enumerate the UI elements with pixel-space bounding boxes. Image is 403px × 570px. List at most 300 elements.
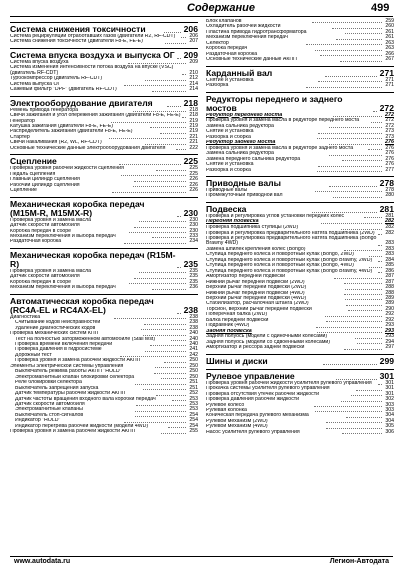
leader-dots	[109, 138, 187, 139]
toc-entry-page: 250	[189, 357, 198, 364]
toc-entry	[10, 188, 198, 193]
leader-dots	[306, 87, 382, 88]
toc-entry-page: 255	[189, 428, 198, 435]
toc-entry-page: 209	[183, 49, 198, 60]
toc-entry-title: Диагностика	[10, 314, 41, 320]
leader-dots	[341, 229, 383, 230]
toc-entry-title: Электромагнитные клапаны	[15, 407, 83, 413]
toc-entry-title: Снятие и установка	[206, 162, 254, 168]
leader-dots	[312, 22, 382, 23]
toc-entry-title: Ступица переднего колеса и поворотный кулак (Bongo Brawny, 2WD)	[206, 257, 373, 263]
toc-entry-page: 301	[379, 370, 394, 381]
toc-entry-page: 238	[189, 313, 199, 320]
toc-entry	[206, 430, 394, 435]
leader-dots	[135, 384, 187, 385]
toc-entry-title: Проверка уровня и замена рабочей жидкости АКПП	[15, 358, 141, 364]
toc-entry-page: 287	[385, 273, 394, 280]
toc-entry-title: Верхний рычаг передней подвески (2WD)	[206, 285, 307, 291]
toc-entry-page: 240	[189, 330, 199, 337]
leader-dots	[145, 351, 187, 352]
toc-entry-page: 261	[385, 34, 395, 41]
toc-entry-title: Раздаточная коробка	[206, 51, 258, 57]
toc-entry-title: Задняя полуось (модели с одиночными колесами)	[206, 334, 328, 340]
toc-entry-page: 277	[385, 166, 394, 173]
toc-entry-title: Шины и диски	[206, 356, 268, 366]
toc-entry-page: 287	[385, 278, 394, 285]
toc-entry-page: 230	[189, 222, 198, 229]
leader-dots	[351, 395, 382, 396]
leader-dots	[317, 138, 382, 139]
toc-right-column	[206, 19, 394, 435]
toc-entry-title: Разборка	[206, 83, 229, 89]
leader-dots	[177, 216, 181, 217]
toc-entry-page: 286	[385, 267, 395, 274]
toc-section	[10, 197, 198, 218]
leader-dots	[177, 267, 181, 268]
toc-entry-page: 261	[385, 28, 395, 35]
leader-dots	[155, 367, 186, 368]
toc-entry-title: Замена сальника редуктора	[206, 123, 274, 129]
leader-dots	[164, 362, 186, 363]
leader-dots	[134, 278, 187, 279]
toc-entry-page: 254	[189, 411, 198, 418]
toc-entry-page: 235	[189, 273, 198, 280]
leader-dots	[143, 335, 187, 336]
leader-dots	[124, 422, 187, 423]
toc-entry-page: 238	[183, 304, 198, 315]
leader-dots	[317, 332, 382, 333]
toc-entry-title: Сцепление	[10, 188, 37, 194]
leader-dots	[182, 117, 186, 118]
toc-entry-page: 207	[189, 38, 198, 45]
toc-entry-title: Проверка давления рабочей жидкости	[206, 397, 300, 403]
toc-entry-title: Коробка передач в сборе	[10, 228, 72, 234]
toc-entry-page: 219	[189, 117, 198, 124]
leader-dots	[348, 310, 383, 311]
leader-dots	[165, 43, 186, 44]
toc-entry-title: Нижний рычаг передней подвески (4WD)	[206, 290, 305, 296]
toc-entry-title: Свечи накаливания (R2, WL, RF-CDT)	[10, 140, 102, 146]
leader-dots	[161, 378, 187, 379]
leader-dots	[329, 127, 383, 128]
toc-entry-title: Сажевый фильтр "DPF" (двигатель RF-CDT)	[10, 87, 117, 93]
toc-entry-page: 283	[385, 245, 394, 252]
toc-entry-page: 221	[189, 133, 198, 140]
toc-entry-title: Разборка и сборка	[206, 167, 251, 173]
leader-dots	[129, 283, 186, 284]
leader-dots	[326, 321, 382, 322]
leader-dots	[135, 411, 186, 412]
toc-entry-page: 225	[189, 170, 198, 177]
toc-entry-page: 276	[385, 144, 395, 151]
footer-website: www.autodata.ru	[14, 558, 71, 565]
toc-entry-title: Проверка и регулировка углов установки передних колес	[206, 213, 345, 219]
toc-section	[206, 369, 394, 381]
leader-dots	[341, 401, 382, 402]
toc-entry-page: 293	[385, 327, 395, 334]
toc-entry-page: 282	[385, 229, 394, 236]
toc-entry-page: 230	[189, 227, 199, 234]
leader-dots	[325, 76, 377, 77]
toc-entry-title: Система впуска воздуха и выпуска ОГ	[10, 50, 175, 60]
toc-entry-page: 282	[385, 218, 395, 225]
leader-dots	[136, 405, 186, 406]
toc-entry-title: Датчик температуры рабочей жидкости АКПП	[15, 391, 126, 397]
toc-entry-title: Распределитель зажигания (двигатели F8-E, FE-E)	[10, 129, 133, 135]
leader-dots	[152, 289, 187, 290]
leader-dots	[340, 61, 382, 62]
toc-entry-title: Стартер	[10, 134, 30, 140]
toc-entry	[206, 83, 394, 88]
leader-dots	[329, 144, 382, 145]
toc-entry-page: 206	[189, 33, 199, 40]
toc-entry-page: 280	[385, 192, 394, 199]
toc-entry-page: 226	[189, 181, 198, 188]
toc-entry-title: Проверка уровня и замена масла	[10, 217, 92, 223]
toc-entry-title: Снятие и установка	[206, 129, 254, 135]
toc-entry-title: Механическая коробка передач (M15M-R, M15MX-R)	[10, 199, 145, 218]
toc-section	[10, 294, 198, 315]
toc-entry-page: 250	[189, 368, 198, 375]
toc-entry-title: Передняя подвеска	[206, 219, 259, 225]
toc-entry-title: Рулевой механизм (2WD)	[206, 418, 268, 424]
toc-entry-page: 271	[385, 76, 394, 83]
leader-dots	[336, 379, 377, 380]
toc-entry-title: Редукторы переднего и заднего мостов	[206, 94, 343, 113]
toc-entry-page: 306	[385, 428, 395, 435]
toc-entry-title: Датчик скорости автомобиля	[15, 402, 85, 407]
leader-dots	[378, 384, 383, 385]
leader-dots	[167, 106, 180, 107]
toc-entry-page: 253	[189, 406, 198, 413]
leader-dots	[150, 345, 187, 346]
toc-entry-title: Генератор	[10, 118, 35, 124]
toc-entry-title: Проверка уровня и замена масла в редукторе переднего моста	[206, 118, 360, 124]
leader-dots	[323, 364, 377, 365]
leader-dots	[344, 250, 382, 251]
toc-entry-title: Механизм переключения и выбора передач	[10, 285, 116, 291]
toc-entry-title: Замена сальника редуктора	[206, 151, 274, 157]
toc-entry-title: Ремень привода генератора	[10, 107, 79, 113]
toc-section	[206, 176, 394, 188]
toc-entry-page: 272	[379, 102, 394, 113]
leader-dots	[334, 278, 382, 279]
toc-entry-page: 212	[189, 75, 199, 82]
toc-entry-title: Проверка и регулировка предварительного натяга подшипника (Bongo Brawny 4WD)	[206, 235, 377, 247]
toc-entry-title: Система изменения интенсивности потока воздуха на впуске (VSC) (двигатель RF-CDT)	[10, 65, 174, 76]
toc-entry-title: Задняя полуось (модели со сдвоенными колесами)	[206, 339, 331, 345]
toc-entry-page: 251	[189, 384, 199, 391]
leader-dots	[316, 327, 382, 328]
leader-dots	[321, 223, 382, 224]
leader-dots	[344, 294, 382, 295]
toc-entry-title: Рабочий цилиндр сцепления	[10, 182, 80, 188]
toc-entry-title: Проверка отсутствия утечек рабочей жидкости	[206, 391, 319, 397]
toc-entry-title: Электромагнитный клапан блокировки селектора	[15, 374, 135, 380]
leader-dots	[345, 289, 383, 290]
toc-entry	[206, 168, 394, 173]
leader-dots	[336, 39, 383, 40]
toc-entry-page: 293	[385, 322, 395, 329]
toc-entry-title: Подвеска	[206, 204, 247, 214]
toc-entry-page: 230	[189, 216, 198, 223]
toc-entry-title: Проверка подшипника ступицы (2WD)	[206, 225, 299, 231]
toc-entry-title: Выключатель стоп-сигналов	[15, 412, 84, 418]
leader-dots	[369, 267, 383, 268]
toc-entry	[10, 429, 198, 434]
leader-dots	[329, 155, 383, 156]
toc-entry-title: Основные технические данные АКПП	[206, 57, 297, 63]
toc-entry-title: Сцепление	[10, 157, 57, 167]
toc-entry-page: 263	[385, 39, 395, 46]
leader-dots	[139, 221, 186, 222]
toc-section	[206, 202, 394, 214]
toc-entry-page: 288	[385, 289, 394, 296]
toc-entry	[10, 65, 198, 76]
toc-entry-page: 209	[189, 58, 199, 65]
toc-section	[10, 96, 198, 108]
leader-dots	[124, 85, 187, 86]
toc-entry-page: 301	[385, 379, 395, 386]
leader-dots	[150, 127, 186, 128]
toc-entry-page: 263	[385, 45, 394, 52]
toc-entry-page: 238	[189, 319, 199, 326]
toc-entry-title: Индикатор "HOLD"	[15, 418, 61, 424]
toc-entry-page: 273	[385, 133, 394, 140]
toc-entry-page: 254	[189, 422, 199, 429]
leader-dots	[342, 433, 383, 434]
leader-dots	[332, 28, 382, 29]
leader-dots	[315, 191, 382, 192]
toc-entry-title: Реле блокировки селектора	[15, 380, 82, 386]
toc-entry-page: 226	[189, 176, 199, 183]
toc-section	[206, 66, 394, 78]
toc-entry-title: Катушка зажигания (двигатели F8-E, FE-E)	[10, 124, 114, 130]
leader-dots	[371, 122, 382, 123]
toc-entry-page: 290	[385, 305, 394, 312]
toc-entry-title: Подрамник (4WD)	[206, 323, 250, 329]
footer-publisher: Легион-Автодата	[329, 558, 389, 565]
toc-entry-title: Охладитель рабочей жидкости	[206, 24, 281, 30]
toc-entry-page: 301	[385, 390, 395, 397]
toc-entry-title: Элементы электрической системы управления	[10, 363, 124, 369]
toc-entry-page: 218	[189, 112, 198, 119]
toc-entry-title: Выключатель режима работы АКПП "HOLD"	[15, 369, 122, 375]
toc-entry	[10, 39, 198, 44]
toc-entry-title: Рулевое колесо	[206, 402, 245, 408]
leader-dots	[329, 186, 376, 187]
toc-entry-title: Турбокомпрессор (двигатель RF-CDT)	[10, 76, 103, 82]
leader-dots	[317, 171, 382, 172]
toc-entry-page: 266	[385, 50, 395, 57]
page-header	[0, 0, 403, 17]
toc-entry-title: Рулевой механизм (4WD)	[206, 424, 268, 430]
toc-entry-page: 218	[183, 97, 198, 108]
toc-entry-page: 302	[385, 396, 395, 403]
toc-entry-page: 276	[385, 155, 394, 162]
toc-entry-title: Амортизатор передней подвески	[206, 274, 286, 280]
toc-entry-title: Карданный вал	[206, 68, 273, 78]
toc-entry-page: 292	[385, 311, 395, 318]
toc-entry-title: Удаление диагностических кодов	[15, 325, 96, 331]
toc-entry-title: Считывание кодов неисправностей	[15, 320, 101, 326]
leader-dots	[318, 133, 382, 134]
page-number: 499	[371, 2, 390, 14]
toc-entry	[206, 193, 394, 198]
toc-entry-page: 304	[385, 412, 394, 419]
page-footer	[0, 556, 403, 570]
toc-entry-title: Ступица переднего колеса и поворотный кулак (Bongo, 4WD)	[206, 263, 354, 269]
toc-entry	[10, 239, 198, 244]
toc-entry-page: 276	[385, 161, 394, 168]
toc-entry-page: 272	[385, 117, 395, 124]
toc-entry-page: 282	[385, 224, 395, 231]
toc-entry-page: 283	[385, 240, 394, 247]
leader-dots	[357, 343, 383, 344]
toc-entry-page: 303	[385, 407, 395, 413]
leader-dots	[145, 144, 187, 145]
toc-entry-title: Замена шпилек крепления колес (Bongo)	[206, 246, 306, 252]
leader-dots	[120, 356, 187, 357]
leader-dots	[312, 212, 377, 213]
toc-entry-title: Система впуска воздуха	[10, 59, 69, 65]
toc-entry-title: Электрооборудование двигателя	[10, 98, 153, 108]
leader-dots	[129, 232, 186, 233]
toc-section	[10, 248, 198, 269]
toc-entry-page: 283	[385, 251, 395, 258]
toc-entry	[206, 57, 394, 62]
leader-dots	[128, 63, 186, 64]
toc-entry-page: 242	[189, 351, 198, 358]
toc-entry-page: 253	[189, 401, 198, 407]
toc-entry-title: Верхний рычаг передней подвески (4WD)	[206, 295, 307, 301]
toc-entry-title: Ступица переднего колеса и поворотный кулак (Bongo Brawny, 4WD)	[206, 268, 373, 274]
toc-entry-page: 271	[379, 67, 395, 78]
leader-dots	[373, 111, 377, 112]
leader-dots	[342, 160, 383, 161]
toc-entry-title: Нижний рычаг передней подвески (2WD)	[206, 279, 305, 285]
toc-entry-page: 235	[183, 258, 198, 269]
leader-dots	[326, 422, 383, 423]
leader-dots	[156, 395, 186, 396]
toc-entry-title: Приводные валы	[206, 179, 281, 188]
toc-entry-title: Редуктор переднего моста	[206, 112, 283, 118]
leader-dots	[177, 313, 181, 314]
toc-section	[10, 154, 198, 166]
leader-dots	[176, 149, 186, 150]
toc-entry-page: 299	[379, 355, 395, 366]
leader-dots	[145, 80, 187, 81]
toc-entry-title: Прокачка системы усилителя рулевого управления	[206, 386, 330, 392]
toc-entry-title: Выключатель запрещения запуска	[15, 385, 99, 391]
leader-dots	[345, 33, 382, 34]
toc-entry-title: Система рециркуляции отработавших газов (двигатели R2, RF-CDT)	[10, 34, 176, 40]
toc-entry-page: 278	[385, 187, 395, 194]
toc-entry-title: Раздаточная коробка	[10, 239, 62, 245]
toc-entry-page: 250	[189, 362, 198, 369]
leader-dots	[181, 37, 186, 38]
toc-entry-page: 281	[379, 203, 394, 214]
toc-entry-page: 219	[189, 123, 198, 130]
toc-entry-title: Проверка времени включения передачи	[15, 342, 113, 348]
toc-left-column	[10, 19, 198, 435]
leader-dots	[134, 181, 187, 182]
toc-entry-page: 260	[385, 23, 394, 30]
toc-entry-page: 240	[189, 341, 198, 348]
leader-dots	[344, 349, 382, 350]
leader-dots	[346, 305, 382, 306]
toc-entry-title: Индикатор перегрева рабочей жидкости (модели 4WD)	[15, 423, 149, 429]
toc-entry-title: Снятие и установка	[206, 77, 254, 83]
leader-dots	[378, 245, 382, 246]
leader-dots	[164, 32, 181, 33]
toc-entry-title: Педаль сцепления	[10, 171, 56, 177]
leader-dots	[121, 175, 186, 176]
leader-dots	[172, 400, 187, 401]
leader-dots	[344, 283, 382, 284]
toc-entry-title: Поперечная балка (2WD)	[206, 312, 268, 318]
toc-entry-title: Автоматическая коробка передач (RC4A-EL и RC4AX-EL)	[10, 296, 154, 315]
toc-entry-page: 254	[189, 417, 199, 424]
toc-entry-page: 210	[189, 69, 198, 76]
leader-dots	[378, 272, 383, 273]
toc-entry-page: 294	[385, 338, 395, 345]
toc-entry-page: 250	[189, 373, 198, 380]
toc-entry-title: Главный цилиндр сцепления	[10, 177, 80, 183]
toc-entry-title: Проверка давления в гидросистеме	[15, 347, 102, 353]
toc-entry-page: 289	[385, 300, 395, 307]
leader-dots	[177, 58, 181, 59]
leader-dots	[378, 261, 383, 262]
toc-entry-page: 221	[189, 139, 198, 146]
leader-dots	[364, 217, 383, 218]
toc-entry-page: 233	[189, 232, 199, 239]
toc-entry-title: Датчик скорости автомобиля	[10, 274, 80, 280]
leader-dots	[133, 111, 187, 112]
leader-dots	[139, 272, 186, 273]
toc-entry-title: Дорожный тест	[15, 352, 52, 358]
toc-entry-page: 225	[183, 156, 198, 167]
toc-entry-title: Балка передней подвески	[206, 317, 269, 323]
leader-dots	[112, 192, 186, 193]
toc-entry-page: 235	[189, 267, 198, 274]
leader-dots	[306, 44, 382, 45]
leader-dots	[326, 428, 383, 429]
toc-entry-title: Коробка передач	[206, 46, 248, 52]
toc-entry-title: Механизм переключения и выбора передач	[10, 233, 116, 239]
toc-entry-title: Система снижения токсичности	[10, 25, 146, 34]
header-rule	[10, 16, 393, 17]
leader-dots	[119, 164, 180, 165]
toc-entry-page: 238	[189, 324, 198, 331]
toc-entry	[10, 285, 198, 290]
toc-entry-page: 214	[189, 80, 198, 87]
toc-entry-title: Пластина привода гидротрансформатора	[206, 29, 307, 35]
toc-entry-title: Ступица переднего колеса и поворотный кулак (Bongo, 2WD)	[206, 252, 354, 258]
toc-entry-page: 214	[189, 86, 198, 93]
leader-dots	[152, 237, 187, 238]
leader-dots	[134, 227, 187, 228]
toc-entry-page: 251	[189, 379, 199, 386]
toc-entry	[206, 236, 394, 247]
toc-entry-page: 252	[189, 390, 199, 397]
toc-entry-title: Селектор	[206, 40, 229, 46]
toc-section	[206, 92, 394, 113]
toc-entry-page: 297	[385, 344, 395, 351]
leader-dots	[315, 50, 382, 51]
leader-dots	[152, 91, 186, 92]
toc-entry-page: 276	[385, 150, 395, 157]
